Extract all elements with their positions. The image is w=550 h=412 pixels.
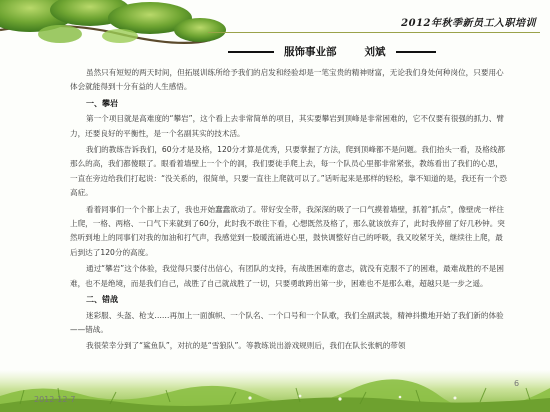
tree-illustration <box>0 0 230 60</box>
climbing-paragraph-2: 我们的教练告诉我们，60分才是及格，120分才算是优秀，只要掌握了方法，爬到顶峰都不是问题。我们抬头一看，及格线都那么的高，我们都傻眼了。眼看着墙壁上一个个的洞，我们要徒手爬上去，每一个队员心里都非常紧张，教练看出了我们的心思，一直在旁边给我们打起说：“没关系的，很简单，只要一直往上爬就可以了。”话听起来是那样的轻松，靠不知道的是，我还有一个恐高症。 <box>70 145 507 198</box>
byline-left-rule <box>228 51 274 53</box>
article-body <box>70 66 510 354</box>
battle-paragraph-1: 迷彩服、头盔、枪支……再加上一面旗帜、一个队名、一个口号和一个队歌，我们全副武装，精神抖擞地开始了我们新的体验——错战。 <box>70 310 504 334</box>
byline-right-rule <box>396 51 436 53</box>
author-name: 刘斌 <box>364 46 386 58</box>
department-name: 服饰事业部 <box>284 46 337 58</box>
climbing-paragraph-3: 看着同事们一个个都上去了，我也开始蠢蠢欲动了。带好安全带，我深深的吸了一口气摸着墙壁，抓着“抓点”，像壁虎一样往上爬，一格、两格、一口气下来就到了60分，此时我不敢往下看，心想既然及格了，那么就该放弃了，此时我停留了好几秒钟。突然听到地上的同事们对我的加油和打气声，我感觉到一股暖流涌进心里，鼓快调整好自己的呼吸，我又咬紧牙关，继续往上爬，最后到达了120分的高度。 <box>70 204 505 257</box>
department-byline <box>228 44 436 59</box>
footer-date: 2012-12-7 <box>34 395 76 404</box>
section-heading-battle: 二、错战 <box>86 295 118 305</box>
climbing-paragraph-1: 第一个项目就是高难度的“攀岩”，这个看上去非常简单的项目，其实要攀岩到顶峰是非常困难的，它不仅要有很强的抓力、臂力，还要良好的平衡性，是一个名副其实的技术活。 <box>70 114 504 138</box>
section-heading-climbing: 一、攀岩 <box>86 98 118 108</box>
page-number: 6 <box>514 379 520 388</box>
intro-paragraph: 虽然只有短短的两天时间，但拓展训练所给予我们的启发和经验却是一笔宝贵的精神财富，无论我们身处何种岗位，只要用心体会就能得到十分有益的人生感悟。 <box>70 68 504 92</box>
climbing-paragraph-4: 通过“攀岩”这个体验，我觉得只要付出信心，有团队的支持，有战胜困难的意志，就没有克服不了的困难，最难战胜的不是困难，也不是绝境，而是我们自己，战胜了自己就战胜了一切，只要勇敢跨出第一步，困难也不是那么难，超越只是一步之遥。 <box>70 264 504 288</box>
header-title: 2012年秋季新员工入职培训 <box>401 18 536 29</box>
battle-paragraph-2: 我很荣幸分到了“鲨鱼队”，对抗的是“雪狼队”。等教练说出游戏规则后，我们在队长张帆的带领 <box>86 341 406 351</box>
header-divider <box>208 32 540 33</box>
grass-illustration <box>0 352 550 412</box>
